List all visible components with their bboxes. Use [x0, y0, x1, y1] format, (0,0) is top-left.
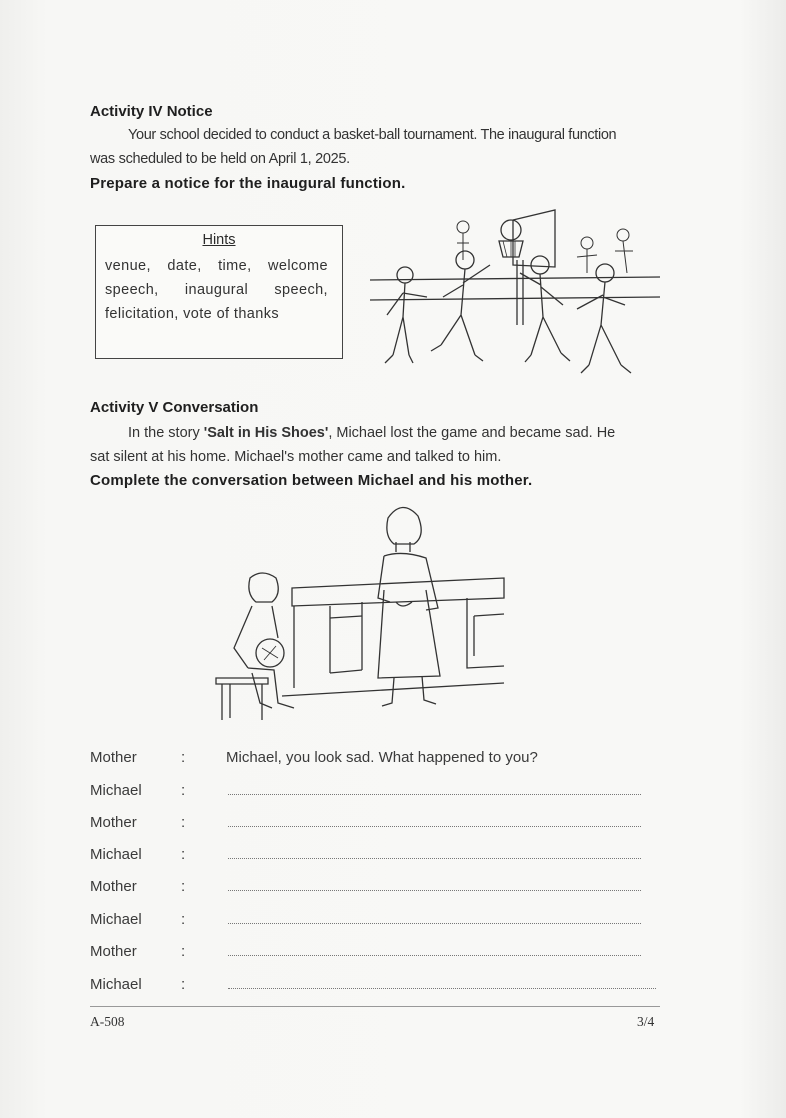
conversation-row: [90, 943, 660, 967]
conversation-row: [90, 749, 660, 773]
speaker-label: Michael: [90, 911, 142, 928]
basketball-illustration: [365, 205, 665, 380]
player-4: [577, 264, 631, 373]
background-figures: [457, 221, 633, 273]
colon: :: [181, 846, 186, 863]
activity4-instruction: Prepare a notice for the inaugural function.: [90, 175, 406, 192]
activity5-para-line2: sat silent at his home. Michael's mother came and talked to him.: [90, 449, 502, 465]
colon: :: [181, 878, 186, 895]
activity5-para-prefix: In the story: [128, 425, 204, 441]
michael-figure: [216, 573, 294, 720]
answer-blank[interactable]: [228, 988, 656, 989]
conversation-row: [90, 911, 660, 935]
activity4-para-line2: was scheduled to be held on April 1, 2025.: [90, 151, 350, 167]
player-3: [520, 256, 570, 362]
dialogue-line: Michael, you look sad. What happened to you?: [226, 749, 538, 766]
speaker-label: Michael: [90, 976, 142, 993]
colon: :: [181, 814, 186, 831]
hints-text: venue, date, time, welcome speech, inaugural speech, felicitation, vote of thanks: [105, 258, 328, 322]
mother-figure: [378, 507, 440, 706]
story-title: 'Salt in His Shoes': [203, 425, 329, 441]
answer-blank[interactable]: [228, 923, 641, 924]
colon: :: [181, 911, 186, 928]
speaker-label: Mother: [90, 943, 137, 960]
colon: :: [181, 782, 186, 799]
answer-blank[interactable]: [228, 890, 641, 891]
speaker-label: Michael: [90, 782, 142, 799]
footer-page-number: 3/4: [637, 1014, 655, 1029]
activity5-para-line1: [128, 422, 615, 445]
answer-blank[interactable]: [228, 858, 641, 859]
conversation-row: [90, 976, 660, 1000]
speaker-label: Michael: [90, 846, 142, 863]
hints-box: [95, 225, 343, 359]
activity5-heading: Activity V Conversation: [90, 399, 259, 416]
activity5-para-suffix: , Michael lost the game and became sad. He: [328, 425, 616, 441]
answer-blank[interactable]: [228, 955, 641, 956]
speaker-label: Mother: [90, 814, 137, 831]
conversation-row: [90, 846, 660, 870]
footer-rule: [90, 1006, 660, 1007]
colon: :: [181, 749, 186, 766]
answer-blank[interactable]: [228, 794, 641, 795]
conversation-row: [90, 878, 660, 902]
activity4-para-line1: Your school decided to conduct a basket-ball tournament. The inaugural function: [128, 127, 617, 143]
answer-blank[interactable]: [228, 826, 641, 827]
hints-title: Hints: [202, 232, 236, 248]
conversation-row: [90, 814, 660, 838]
speaker-label: Mother: [90, 878, 137, 895]
speaker-label: Mother: [90, 749, 137, 766]
player-1: [385, 267, 427, 363]
activity5-instruction: Complete the conversation between Michael and his mother.: [90, 472, 533, 489]
mother-michael-illustration: [212, 498, 512, 730]
colon: :: [181, 976, 186, 993]
activity4-heading: Activity IV Notice: [90, 103, 213, 120]
footer-code: A-508: [90, 1014, 125, 1029]
conversation-row: [90, 782, 660, 806]
player-2: [431, 251, 490, 361]
colon: :: [181, 943, 186, 960]
